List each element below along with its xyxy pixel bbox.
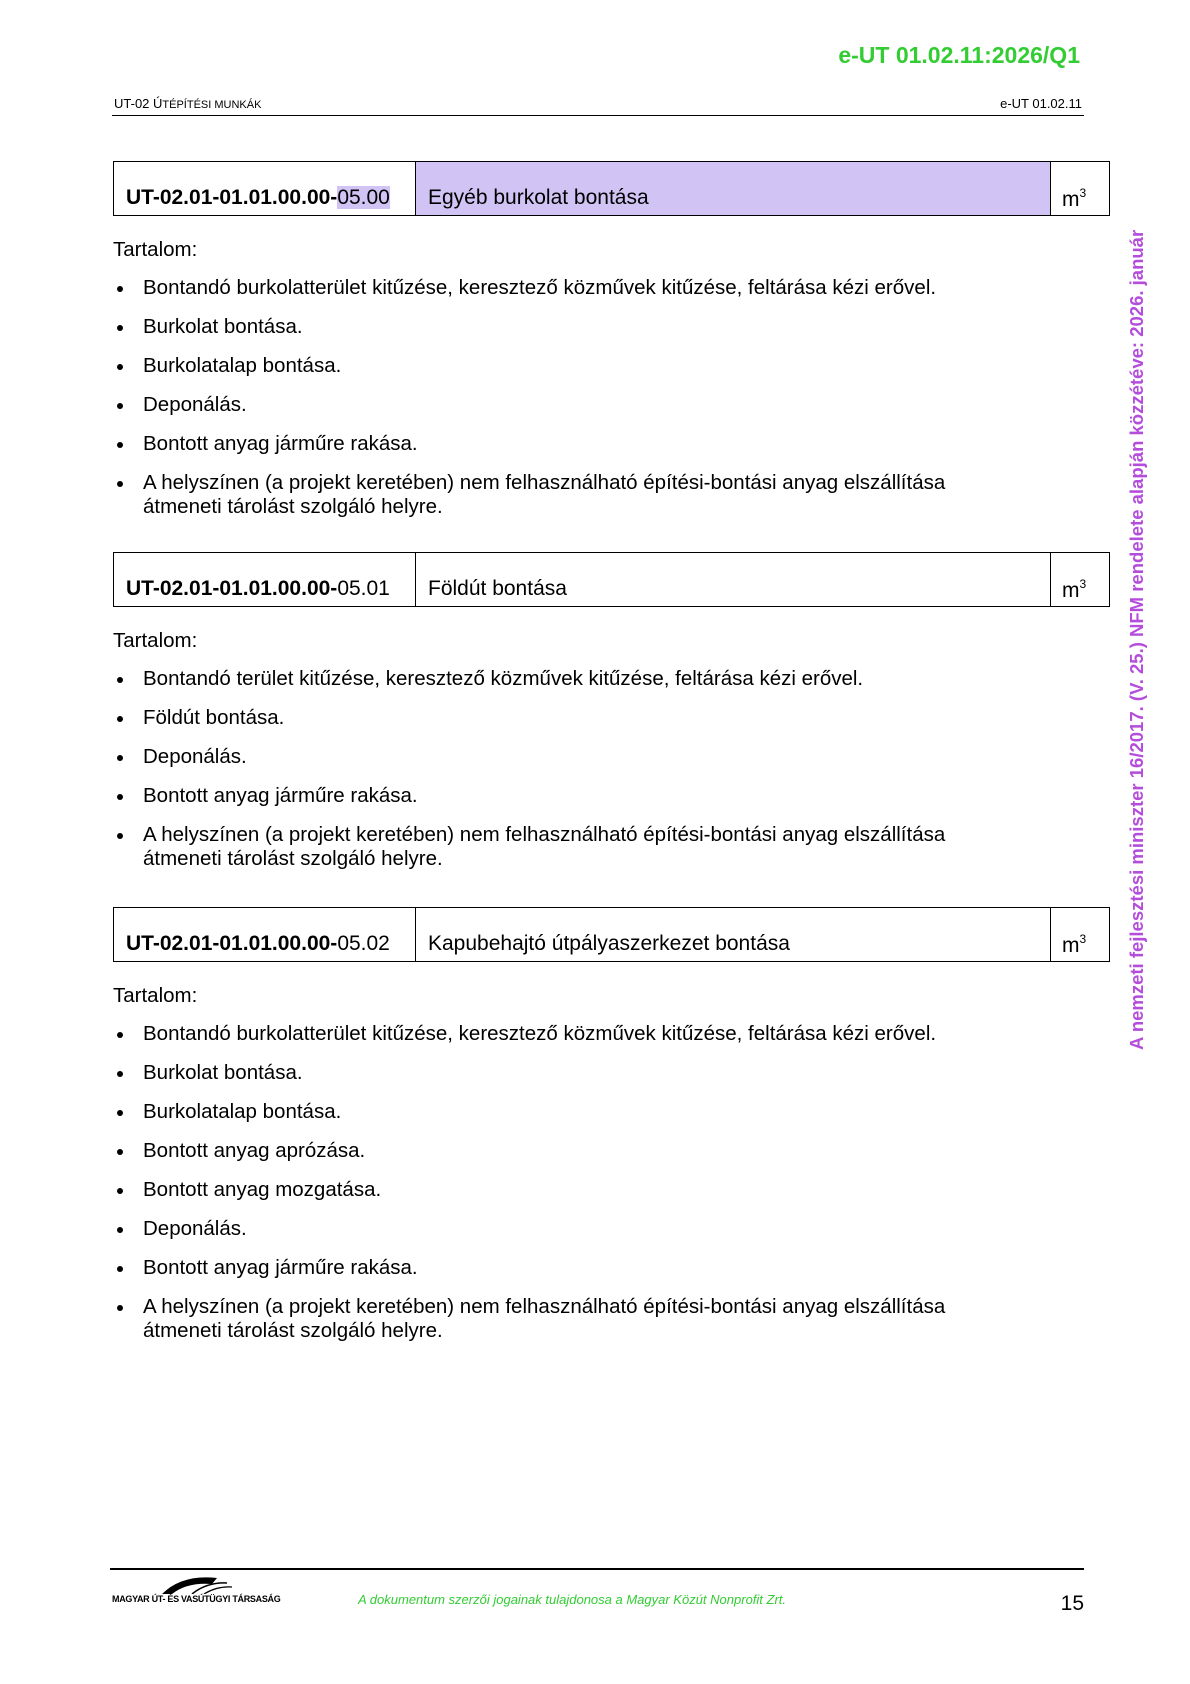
item-code [114,162,416,215]
item-content [113,984,1013,1358]
content-list [113,276,1013,519]
list-item: Bontott anyag járműre rakása. [113,1256,1013,1280]
item-code [114,908,416,961]
item-code-suffix: 05.00 [337,186,390,209]
content-list [113,667,1013,871]
list-item: Burkolatalap bontása. [113,1100,1013,1124]
item-name: Földút bontása [416,553,1051,606]
list-item: A helyszínen (a projekt keretében) nem felhasználható építési-bontási anyag elszállítása átmeneti tárolást szolgáló helyre. [113,823,1013,871]
unit-base: m [1062,934,1080,957]
item-unit [1051,162,1109,215]
list-item: Bontott anyag mozgatása. [113,1178,1013,1202]
running-header [112,96,1084,116]
logo-text: MAGYAR ÚT- ÉS VASÚTÜGYI TÁRSASÁG [112,1594,281,1604]
list-item: Bontott anyag járműre rakása. [113,784,1013,808]
item-code-prefix: UT-02.01-01.01.00.00- [126,932,338,955]
publication-note: A nemzeti fejlesztési miniszter 16/2017. (V. 25.) NFM rendelete alapján közzétéve: 2026. január [1126,229,1147,1050]
content-label: Tartalom: [113,984,198,1007]
item-header-table [113,907,1110,962]
list-item: Burkolatalap bontása. [113,354,1013,378]
unit-exponent: 3 [1079,577,1087,591]
content-label: Tartalom: [113,629,198,652]
list-item: Deponálás. [113,745,1013,769]
chapter-title-smallcaps: TÉPÍTÉSI MUNKÁK [162,99,262,111]
item-code-prefix: UT-02.01-01.01.00.00- [126,577,338,600]
item-content [113,629,1013,886]
unit-exponent: 3 [1079,932,1087,946]
list-item: Bontandó terület kitűzése, keresztező közművek kitűzése, feltárása kézi erővel. [113,667,1013,691]
list-item: A helyszínen (a projekt keretében) nem felhasználható építési-bontási anyag elszállítása átmeneti tárolást szolgáló helyre. [113,471,1013,519]
item-header-table [113,552,1110,607]
chapter-title [114,96,261,111]
item-code [114,553,416,606]
content-list [113,1022,1013,1343]
list-item: Földút bontása. [113,706,1013,730]
content-label: Tartalom: [113,238,198,261]
list-item: Burkolat bontása. [113,315,1013,339]
list-item: Deponálás. [113,1217,1013,1241]
list-item: Deponálás. [113,393,1013,417]
item-name: Kapubehajtó útpályaszerkezet bontása [416,908,1051,961]
list-item: A helyszínen (a projekt keretében) nem felhasználható építési-bontási anyag elszállítása átmeneti tárolást szolgáló helyre. [113,1295,1013,1343]
standard-id: e-UT 01.02.11 [1000,96,1082,111]
list-item: Bontandó burkolatterület kitűzése, keresztező közművek kitűzése, feltárása kézi erővel. [113,276,1013,300]
item-unit [1051,908,1109,961]
copyright-notice: A dokumentum szerzői jogainak tulajdonosa a Magyar Közút Nonprofit Zrt. [358,1592,787,1607]
item-name: Egyéb burkolat bontása [416,162,1051,215]
unit-base: m [1062,188,1080,211]
document-code: e-UT 01.02.11:2026/Q1 [838,42,1080,68]
unit-exponent: 3 [1079,186,1087,200]
list-item: Bontott anyag aprózása. [113,1139,1013,1163]
company-logo [112,1574,281,1614]
footer-divider [110,1568,1084,1570]
item-code-suffix: 05.01 [337,577,390,600]
item-content [113,238,1013,534]
unit-base: m [1062,579,1080,602]
list-item: Bontandó burkolatterület kitűzése, keresztező közművek kitűzése, feltárása kézi erővel. [113,1022,1013,1046]
list-item: Bontott anyag járműre rakása. [113,432,1013,456]
item-header-table [113,161,1110,216]
chapter-title-prefix: UT-02 Ú [114,96,163,111]
item-unit [1051,553,1109,606]
list-item: Burkolat bontása. [113,1061,1013,1085]
logo-road-icon [162,1574,242,1594]
page-number: 15 [1060,1592,1084,1615]
item-code-prefix: UT-02.01-01.01.00.00- [126,186,338,209]
item-code-suffix: 05.02 [337,932,390,955]
